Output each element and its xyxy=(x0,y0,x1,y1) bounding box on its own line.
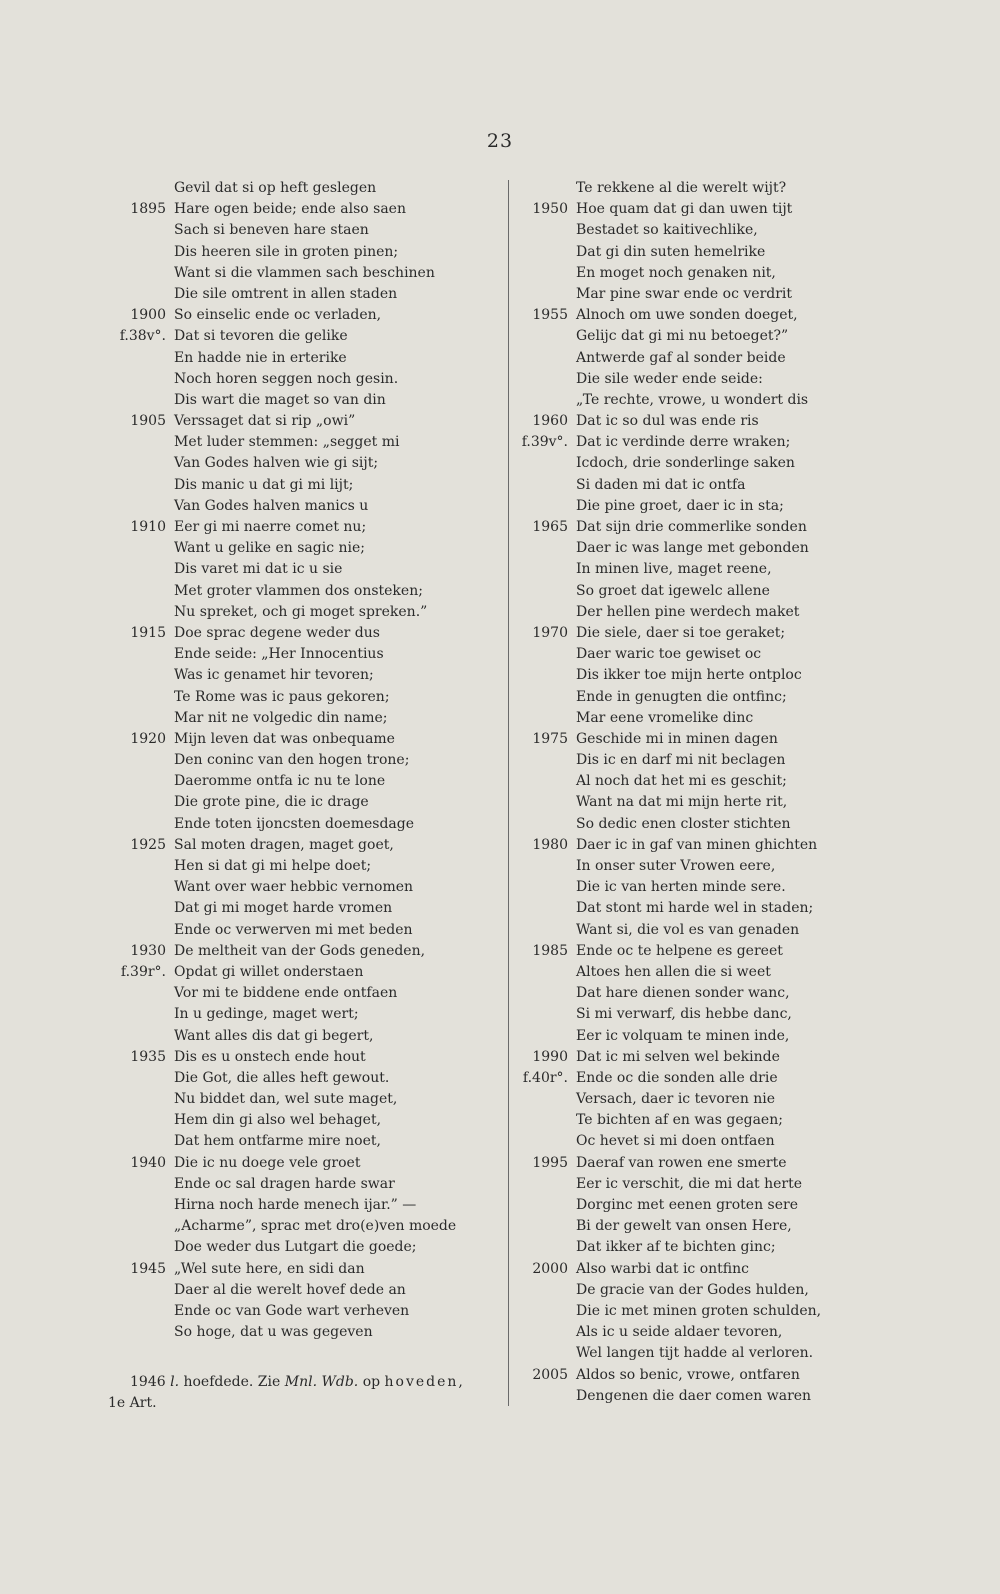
verse-text: En hadde nie in erterike xyxy=(174,349,347,366)
verse-text: Met groter vlammen dos onsteken; xyxy=(174,582,423,599)
verse-text: Ende oc die sonden alle drie xyxy=(576,1069,778,1086)
right-verse-line xyxy=(520,898,850,919)
right-verse-line xyxy=(520,1343,850,1364)
verse-text: Van Godes halven manics u xyxy=(174,497,369,514)
left-verse-line xyxy=(96,432,504,453)
left-verse-line xyxy=(96,644,504,665)
left-verse-line xyxy=(96,1301,504,1322)
right-verse-line xyxy=(520,1195,850,1216)
verse-text: Die ic van herten minde sere. xyxy=(576,879,786,896)
verse-text: Daer ic was lange met gebonden xyxy=(576,540,809,557)
left-verse-line xyxy=(96,263,504,284)
right-verse-line xyxy=(520,835,850,856)
left-verse-line xyxy=(96,708,504,729)
left-verse-line xyxy=(96,687,504,708)
right-verse-line xyxy=(520,1216,850,1237)
line-number: 1910 xyxy=(130,519,166,535)
verse-text: Ende oc verwerven mi met beden xyxy=(174,921,413,938)
verse-text: Dis es u onstech ende hout xyxy=(174,1048,366,1065)
right-verse-line xyxy=(520,326,850,347)
right-verse-line xyxy=(520,920,850,941)
left-verse-line xyxy=(96,559,504,580)
verse-text: Hem din gi also wel behaget, xyxy=(174,1112,382,1129)
left-verse-line xyxy=(96,199,504,220)
verse-text: Dis heeren sile in groten pinen; xyxy=(174,243,399,260)
verse-text: Te rekkene al die werelt wijt? xyxy=(576,180,787,196)
verse-text: Hare ogen beide; ende also saen xyxy=(174,201,406,218)
verse-text: Icdoch, drie sonderlinge saken xyxy=(576,455,795,472)
verse-text: Met luder stemmen: „segget mi xyxy=(174,434,400,451)
right-verse-line xyxy=(520,1068,850,1089)
left-verse-line xyxy=(96,242,504,263)
line-number: 1930 xyxy=(130,942,166,959)
verse-text: Dat gi mi moget harde vromen xyxy=(174,900,393,917)
verse-text: Al noch dat het mi es geschit; xyxy=(576,773,787,790)
left-verse-line xyxy=(96,1004,504,1025)
verse-text: Die Got, die alles heft gewout. xyxy=(174,1069,390,1086)
verse-text: „Acharme”, sprac met dro(e)ven moede xyxy=(174,1218,457,1235)
verse-text: De gracie van der Godes hulden, xyxy=(576,1281,809,1298)
right-verse-line xyxy=(520,263,850,284)
left-verse-line xyxy=(96,1089,504,1110)
right-verse-column xyxy=(520,178,850,1407)
right-verse-line xyxy=(520,559,850,580)
left-verse-line xyxy=(96,220,504,241)
left-verse-line xyxy=(96,390,504,411)
right-verse-line xyxy=(520,1047,850,1068)
line-number: 1900 xyxy=(130,307,166,324)
verse-text: Gevil dat si op heft geslegen xyxy=(174,180,377,196)
right-verse-line xyxy=(520,305,850,326)
left-verse-line xyxy=(96,920,504,941)
verse-text: Hoe quam dat gi dan uwen tijt xyxy=(576,201,793,218)
line-number: 1985 xyxy=(532,942,568,959)
right-verse-line xyxy=(520,496,850,517)
verse-text: Noch horen seggen noch gesin. xyxy=(174,370,399,387)
verse-text: Want over waer hebbic vernomen xyxy=(174,879,414,896)
verse-text: Want na dat mi mijn herte rit, xyxy=(576,794,788,811)
line-number: 1950 xyxy=(532,201,568,218)
verse-text: Dengenen die daer comen waren xyxy=(576,1387,812,1404)
verse-text: Verssaget dat si rip „owi” xyxy=(174,413,356,430)
verse-text: Die grote pine, die ic drage xyxy=(174,794,369,811)
right-verse-line xyxy=(520,856,850,877)
verse-text: Dat hare dienen sonder wanc, xyxy=(576,985,790,1002)
verse-text: Eer gi mi naerre comet nu; xyxy=(174,519,367,535)
right-verse-line xyxy=(520,242,850,263)
right-verse-line xyxy=(520,199,850,220)
verse-text: Dat ic mi selven wel bekinde xyxy=(576,1048,780,1065)
verse-text: Geschide mi in minen dagen xyxy=(576,730,778,747)
left-verse-line xyxy=(96,962,504,983)
verse-text: Bestadet so kaitivechlike, xyxy=(576,222,758,239)
left-verse-line xyxy=(96,305,504,326)
verse-text: Dorginc met eenen groten sere xyxy=(576,1197,798,1213)
verse-text: Versach, daer ic tevoren nie xyxy=(576,1091,776,1108)
verse-text: So einselic ende oc verladen, xyxy=(174,307,382,324)
right-verse-line xyxy=(520,1386,850,1407)
line-number: f.39r°. xyxy=(120,963,166,980)
line-number: 1905 xyxy=(130,413,166,430)
verse-text: Te bichten af en was gegaen; xyxy=(576,1112,783,1129)
verse-text: Dis manic u dat gi mi lijt; xyxy=(174,476,354,493)
left-verse-line xyxy=(96,1280,504,1301)
footnote-line-1 xyxy=(108,1372,488,1393)
verse-text: Dat ikker af te bichten ginc; xyxy=(576,1239,776,1256)
line-number: 1915 xyxy=(130,624,166,641)
verse-text: Die pine groet, daer ic in sta; xyxy=(576,497,784,514)
verse-text: Van Godes halven wie gi sijt; xyxy=(174,455,379,472)
right-verse-line xyxy=(520,1322,850,1343)
right-verse-line xyxy=(520,390,850,411)
left-verse-line xyxy=(96,750,504,771)
left-verse-line xyxy=(96,1216,504,1237)
footnote-abbreviation: l. xyxy=(170,1374,180,1390)
line-number: 1895 xyxy=(130,201,166,218)
line-number: 1990 xyxy=(532,1048,568,1065)
line-number: 1970 xyxy=(532,624,568,641)
right-verse-line xyxy=(520,453,850,474)
verse-text: Vor mi te biddene ende ontfaen xyxy=(174,985,398,1002)
verse-text: Sach si beneven hare staen xyxy=(174,222,369,239)
right-verse-line xyxy=(520,1365,850,1386)
right-verse-line xyxy=(520,369,850,390)
verse-text: Antwerde gaf al sonder beide xyxy=(576,349,786,366)
verse-text: Si mi verwarf, dis hebbe danc, xyxy=(576,1006,792,1023)
line-number: 1980 xyxy=(532,836,568,853)
right-verse-line xyxy=(520,432,850,453)
verse-text: Dis ic en darf mi nit beclagen xyxy=(576,752,786,769)
right-verse-line xyxy=(520,220,850,241)
verse-text: Doe sprac degene weder dus xyxy=(174,624,380,641)
verse-text: Want alles dis dat gi begert, xyxy=(174,1027,374,1044)
right-verse-line xyxy=(520,348,850,369)
left-verse-line xyxy=(96,538,504,559)
verse-text: Ende oc te helpene es gereet xyxy=(576,942,783,959)
verse-text: Die ic nu doege vele groet xyxy=(174,1154,361,1171)
verse-text: Dat hem ontfarme mire noet, xyxy=(174,1133,381,1150)
footnote-number: 1946 xyxy=(130,1374,166,1390)
verse-text: Nu biddet dan, wel sute maget, xyxy=(174,1091,398,1108)
verse-text: Den coninc van den hogen trone; xyxy=(174,752,410,769)
footnote-line-2: 1e Art. xyxy=(108,1395,157,1411)
right-verse-line xyxy=(520,983,850,1004)
verse-text: In onser suter Vrowen eere, xyxy=(576,858,776,874)
right-verse-line xyxy=(520,602,850,623)
verse-text: Dat ic verdinde derre wraken; xyxy=(576,434,791,451)
verse-text: Daer al die werelt hovef dede an xyxy=(174,1281,406,1298)
verse-text: Der hellen pine werdech maket xyxy=(576,603,800,620)
right-verse-line xyxy=(520,538,850,559)
verse-text: Ende toten ijoncsten doemesdage xyxy=(174,815,415,832)
line-number: 1920 xyxy=(130,730,166,747)
verse-text: Hen si dat gi mi helpe doet; xyxy=(174,858,372,874)
verse-text: Dis varet mi dat ic u sie xyxy=(174,561,343,578)
left-verse-line xyxy=(96,814,504,835)
right-verse-line xyxy=(520,1110,850,1131)
verse-text: Hirna noch harde menech ijar.” — xyxy=(174,1197,417,1213)
column-divider xyxy=(508,180,509,1406)
left-verse-line xyxy=(96,941,504,962)
verse-text: Dat si tevoren die gelike xyxy=(174,328,348,345)
verse-text: Daer ic in gaf van minen ghichten xyxy=(576,836,818,853)
right-verse-line xyxy=(520,644,850,665)
footnote xyxy=(108,1372,488,1414)
right-verse-line xyxy=(520,517,850,538)
right-verse-line xyxy=(520,771,850,792)
right-verse-line xyxy=(520,1153,850,1174)
line-number: f.39v°. xyxy=(521,434,568,451)
left-verse-line xyxy=(96,517,504,538)
right-verse-line xyxy=(520,814,850,835)
left-verse-line xyxy=(96,348,504,369)
verse-text: Dat gi din suten hemelrike xyxy=(576,243,766,260)
right-verse-line xyxy=(520,623,850,644)
verse-text: Mar eene vromelike dinc xyxy=(576,709,754,726)
verse-text: Ende oc sal dragen harde swar xyxy=(174,1175,395,1192)
verse-text: Dat ic so dul was ende ris xyxy=(576,413,759,430)
left-verse-line xyxy=(96,1237,504,1258)
left-verse-line xyxy=(96,496,504,517)
line-number: 1960 xyxy=(532,413,568,430)
right-verse-line xyxy=(520,1301,850,1322)
footnote-lemma: hoveden, xyxy=(384,1374,465,1390)
verse-text: Mar pine swar ende oc verdrit xyxy=(576,285,793,302)
verse-text: Ende seide: „Her Innocentius xyxy=(174,646,384,663)
left-verse-line xyxy=(96,284,504,305)
verse-text: Daeraf van rowen ene smerte xyxy=(576,1154,787,1171)
left-verse-line xyxy=(96,898,504,919)
footnote-text: hoefdede. Zie xyxy=(183,1374,281,1390)
line-number: 1925 xyxy=(130,836,166,853)
verse-text: So dedic enen closter stichten xyxy=(576,815,791,832)
verse-text: Daer waric toe gewiset oc xyxy=(576,646,762,663)
left-verse-line xyxy=(96,1259,504,1280)
left-verse-line xyxy=(96,771,504,792)
right-verse-line xyxy=(520,178,850,199)
verse-text: Die siele, daer si toe geraket; xyxy=(576,624,786,641)
verse-text: Bi der gewelt van onsen Here, xyxy=(576,1218,792,1235)
verse-text: Daeromme ontfa ic nu te lone xyxy=(174,773,386,790)
right-verse-line xyxy=(520,877,850,898)
right-verse-line xyxy=(520,1089,850,1110)
verse-text: In u gedinge, maget wert; xyxy=(174,1006,359,1023)
footnote-op: op xyxy=(362,1374,381,1390)
verse-text: Want si, die vol es van genaden xyxy=(576,921,800,938)
line-number: 1945 xyxy=(130,1260,166,1277)
right-verse-line xyxy=(520,941,850,962)
left-verse-line xyxy=(96,1322,504,1343)
left-verse-line xyxy=(96,1195,504,1216)
verse-text: Als ic u seide aldaer tevoren, xyxy=(576,1324,783,1341)
left-verse-line xyxy=(96,581,504,602)
right-verse-line xyxy=(520,665,850,686)
right-verse-line xyxy=(520,1174,850,1195)
right-verse-line xyxy=(520,708,850,729)
left-verse-line xyxy=(96,877,504,898)
verse-text: Also warbi dat ic ontfinc xyxy=(576,1260,749,1277)
verse-text: Alnoch om uwe sonden doeget, xyxy=(576,307,798,324)
left-verse-line xyxy=(96,602,504,623)
right-verse-line xyxy=(520,1026,850,1047)
verse-text: Die sile omtrent in allen staden xyxy=(174,285,398,302)
verse-text: Wel langen tijt hadde al verloren. xyxy=(576,1345,814,1362)
left-verse-line xyxy=(96,1174,504,1195)
left-verse-line xyxy=(96,475,504,496)
left-verse-line xyxy=(96,983,504,1004)
right-verse-line xyxy=(520,1280,850,1301)
right-verse-line xyxy=(520,475,850,496)
verse-text: Die sile weder ende seide: xyxy=(576,370,763,387)
right-verse-line xyxy=(520,962,850,983)
left-verse-line xyxy=(96,453,504,474)
verse-text: Mar nit ne volgedic din name; xyxy=(174,709,388,726)
verse-text: Eer ic verschit, die mi dat herte xyxy=(576,1175,803,1192)
verse-text: Doe weder dus Lutgart die goede; xyxy=(174,1239,417,1256)
verse-text: „Te rechte, vrowe, u wondert dis xyxy=(576,391,809,408)
line-number: 1975 xyxy=(532,730,568,747)
right-verse-line xyxy=(520,1259,850,1280)
verse-text: Dat stont mi harde wel in staden; xyxy=(576,900,814,917)
line-number: 2000 xyxy=(532,1260,568,1277)
verse-text: In minen live, maget reene, xyxy=(576,561,772,578)
verse-text: So hoge, dat u was gegeven xyxy=(174,1324,373,1341)
right-verse-line xyxy=(520,284,850,305)
right-verse-line xyxy=(520,411,850,432)
verse-text: Gelijc dat gi mi nu betoeget?” xyxy=(576,328,789,345)
left-verse-line xyxy=(96,1068,504,1089)
left-verse-line xyxy=(96,178,504,199)
verse-text: So groet dat igewelc allene xyxy=(576,582,770,599)
verse-text: De meltheit van der Gods geneden, xyxy=(174,942,426,959)
verse-text: Eer ic volquam te minen inde, xyxy=(576,1027,790,1044)
line-number: 1965 xyxy=(532,519,568,535)
verse-text: Aldos so benic, vrowe, ontfaren xyxy=(576,1366,800,1383)
verse-text: Dis ikker toe mijn herte ontploc xyxy=(576,667,802,684)
right-verse-line xyxy=(520,750,850,771)
left-verse-line xyxy=(96,326,504,347)
line-number: 1995 xyxy=(532,1154,568,1171)
left-verse-line xyxy=(96,623,504,644)
left-verse-line xyxy=(96,792,504,813)
verse-text: Oc hevet si mi doen ontfaen xyxy=(576,1133,775,1150)
left-verse-line xyxy=(96,369,504,390)
page-number: 23 xyxy=(486,130,514,152)
left-verse-line xyxy=(96,729,504,750)
verse-text: „Wel sute here, en sidi dan xyxy=(174,1260,365,1277)
right-verse-line xyxy=(520,581,850,602)
verse-text: Dat sijn drie commerlike sonden xyxy=(576,519,807,535)
right-verse-line xyxy=(520,729,850,750)
verse-text: Altoes hen allen die si weet xyxy=(576,963,771,980)
left-verse-line xyxy=(96,665,504,686)
verse-text: Was ic genamet hir tevoren; xyxy=(174,667,374,684)
line-number: f.38v°. xyxy=(119,328,166,345)
verse-text: Nu spreket, och gi moget spreken.” xyxy=(174,603,428,620)
verse-text: Dis wart die maget so van din xyxy=(174,391,386,408)
line-number: 1955 xyxy=(532,307,568,324)
left-verse-line xyxy=(96,856,504,877)
right-verse-line xyxy=(520,792,850,813)
right-verse-line xyxy=(520,1237,850,1258)
verse-text: En moget noch genaken nit, xyxy=(576,264,776,281)
verse-text: Want u gelike en sagic nie; xyxy=(174,540,366,557)
verse-text: Ende in genugten die ontfinc; xyxy=(576,688,787,705)
left-verse-line xyxy=(96,1131,504,1152)
left-verse-line xyxy=(96,1026,504,1047)
left-verse-line xyxy=(96,1110,504,1131)
right-verse-line xyxy=(520,1004,850,1025)
verse-text: Te Rome was ic paus gekoren; xyxy=(174,688,390,705)
right-verse-line xyxy=(520,687,850,708)
left-verse-line xyxy=(96,1153,504,1174)
line-number: f.40r°. xyxy=(522,1069,568,1086)
left-verse-line xyxy=(96,835,504,856)
verse-text: Mijn leven dat was onbequame xyxy=(174,730,395,747)
line-number: 1935 xyxy=(130,1048,166,1065)
right-verse-line xyxy=(520,1131,850,1152)
left-verse-line xyxy=(96,411,504,432)
line-number: 1940 xyxy=(130,1154,166,1171)
verse-text: Want si die vlammen sach beschinen xyxy=(174,264,435,281)
verse-text: Ende oc van Gode wart verheven xyxy=(174,1302,410,1319)
line-number: 2005 xyxy=(532,1366,568,1383)
verse-text: Opdat gi willet onderstaen xyxy=(174,963,364,980)
verse-text: Die ic met minen groten schulden, xyxy=(576,1302,822,1319)
footnote-reference: Mnl. Wdb. xyxy=(284,1374,359,1390)
verse-text: Si daden mi dat ic ontfa xyxy=(576,476,746,493)
left-verse-line xyxy=(96,1047,504,1068)
left-verse-column xyxy=(96,178,504,1343)
verse-text: Sal moten dragen, maget goet, xyxy=(174,836,394,853)
